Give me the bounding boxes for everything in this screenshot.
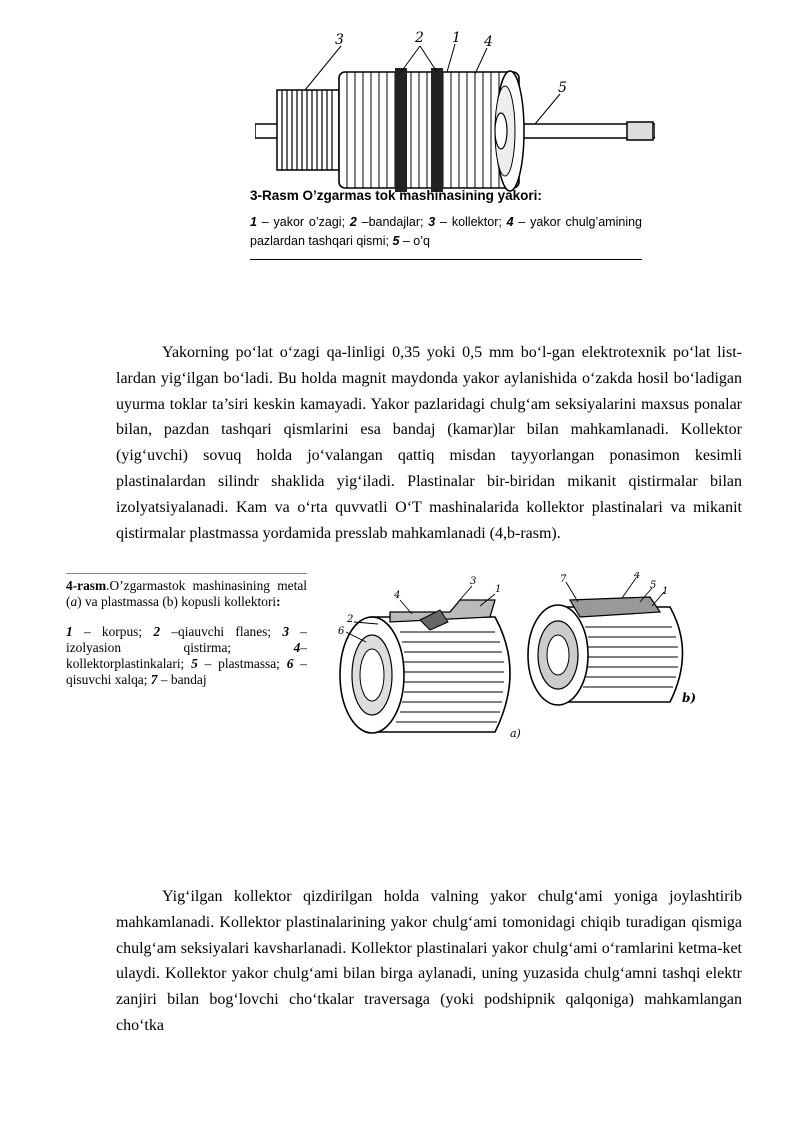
legend-num: 4 [293, 640, 301, 655]
label-a: a) [510, 727, 521, 740]
callout-7: 7 [560, 574, 567, 585]
callout-1: 1 [662, 586, 669, 597]
figure1-legend [250, 213, 642, 251]
legend-text: –qiauvchi flanes; [160, 624, 283, 639]
legend-text: – yakor o’zagi; [256, 215, 350, 229]
legend-num: 5 [392, 234, 400, 248]
callout-3: 3 [470, 576, 477, 587]
legend-num: 1 [250, 215, 257, 229]
figure2-caption [66, 578, 307, 688]
body-paragraph-2: Yig‘ilgan kollektor qizdirilgan holda valning yakor chulg‘ami yoniga joylashtirib mahkamlanadi. Kollektor plastinalarining yakor chulg‘ami tomonidagi chiqib turadigan qismiga chulg‘am seksiyalari kavsharlanadi. Kollektor plastinalari yakor chulg‘ami o‘ramlarini ketma-ket ulaydi. Kollektor yakor chulg‘ami bilan birga aylanadi, uning yuzasida chulg‘amni tashqi elektr zanjiri bilan bog‘lovchi cho‘tkalar traversaga (yoki podshipnik qalqoniga) mahkamlangan cho‘tka [116, 888, 742, 1034]
legend-num: 2 [349, 215, 357, 229]
callout-5: 5 [650, 580, 657, 591]
legend-num: 6 [286, 656, 294, 671]
commutators-illustration [330, 572, 710, 747]
legend-text: – korpus; [72, 624, 154, 639]
armature-illustration [255, 28, 655, 193]
figure1-caption-title: 3-Rasm O’zgarmas tok mashinasining yakori: [250, 188, 542, 203]
callout-6: 6 [338, 626, 345, 637]
callout-2: 2 [415, 30, 424, 46]
callout-5: 5 [558, 80, 567, 96]
legend-text: – yakor chulg’amining pazlardan tashqari qismi; [250, 215, 642, 248]
callout-4: 4 [394, 590, 401, 601]
legend-text: – izolyasion qistirma; [66, 624, 308, 655]
figure2-caption-text-a: .O’zgarmastok mashinasining metal ( [66, 578, 307, 609]
figure2-caption-text-b: ) va plastmassa (b) kopusli kollektori [77, 594, 277, 609]
legend-num: 3 [428, 215, 436, 229]
legend-text: – qisuvchi xalqa; [66, 656, 307, 687]
callout-4: 4 [634, 572, 641, 581]
figure2-caption-letter: a [70, 594, 78, 609]
legend-num: 1 [66, 624, 73, 639]
callout-2: 2 [347, 614, 354, 625]
figure1-caption [250, 188, 642, 260]
callout-3: 3 [335, 32, 344, 48]
figure2-legend [66, 624, 307, 688]
callout-4: 4 [484, 34, 493, 50]
callout-1: 1 [495, 584, 502, 595]
legend-num: 2 [153, 624, 161, 639]
figure2-caption-number: 4-rasm [66, 578, 107, 593]
legend-text: – bandaj [157, 672, 207, 687]
figure2-caption-colon: : [276, 594, 281, 609]
callout-1: 1 [452, 30, 461, 46]
legend-num: 5 [191, 656, 198, 671]
legend-text: – o’q [399, 234, 430, 248]
legend-num: 7 [150, 672, 158, 687]
label-b: b) [682, 691, 697, 705]
legend-num: 4 [506, 215, 514, 229]
commutator-a [340, 600, 510, 733]
legend-text: – plastmassa; [197, 656, 287, 671]
legend-text: –bandajlar; [356, 215, 429, 229]
caption-divider [66, 573, 307, 574]
caption-divider [250, 259, 642, 260]
legend-text: – kollektor; [435, 215, 507, 229]
commutator-b [528, 597, 683, 705]
body-paragraph-1: Yakorning po‘lat o‘zagi qa-linligi 0,35 yoki 0,5 mm bo‘l-gan elektrotexnik po‘lat list-lardan yig‘ilgan bo‘ladi. Bu holda magnit maydonda yakor aylanishida o‘zakda hosil bo‘ladigan uyurma toklar ta’siri keskin kamayadi. Yakor pazlaridagi chulg‘am seksiyalarini maxsus ponalar bilan, pazdan tashqari qismlarini esa bandaj (kamar)lar bilan mahkamlanadi. Kollektor (yig‘uvchi) sovuq holda jo‘valangan qattiq misdan tayyorlangan ponasimon kesimli plastinalardan silindr shaklida yig‘iladi. Plastinalar bir-biridan mikanit qistirmalar bilan izolyatsiyalanadi. Kam va o‘rta quvvatli O‘T mashinalarida kollektor plastinalari va mikanit qistirmalar plastmassa yordamida presslab mahkamlanadi (4,b-rasm). [116, 344, 742, 542]
legend-num: 3 [282, 624, 290, 639]
figure2-caption-title [66, 578, 307, 610]
legend-text: – kollektorplastinkalari; [66, 640, 307, 671]
